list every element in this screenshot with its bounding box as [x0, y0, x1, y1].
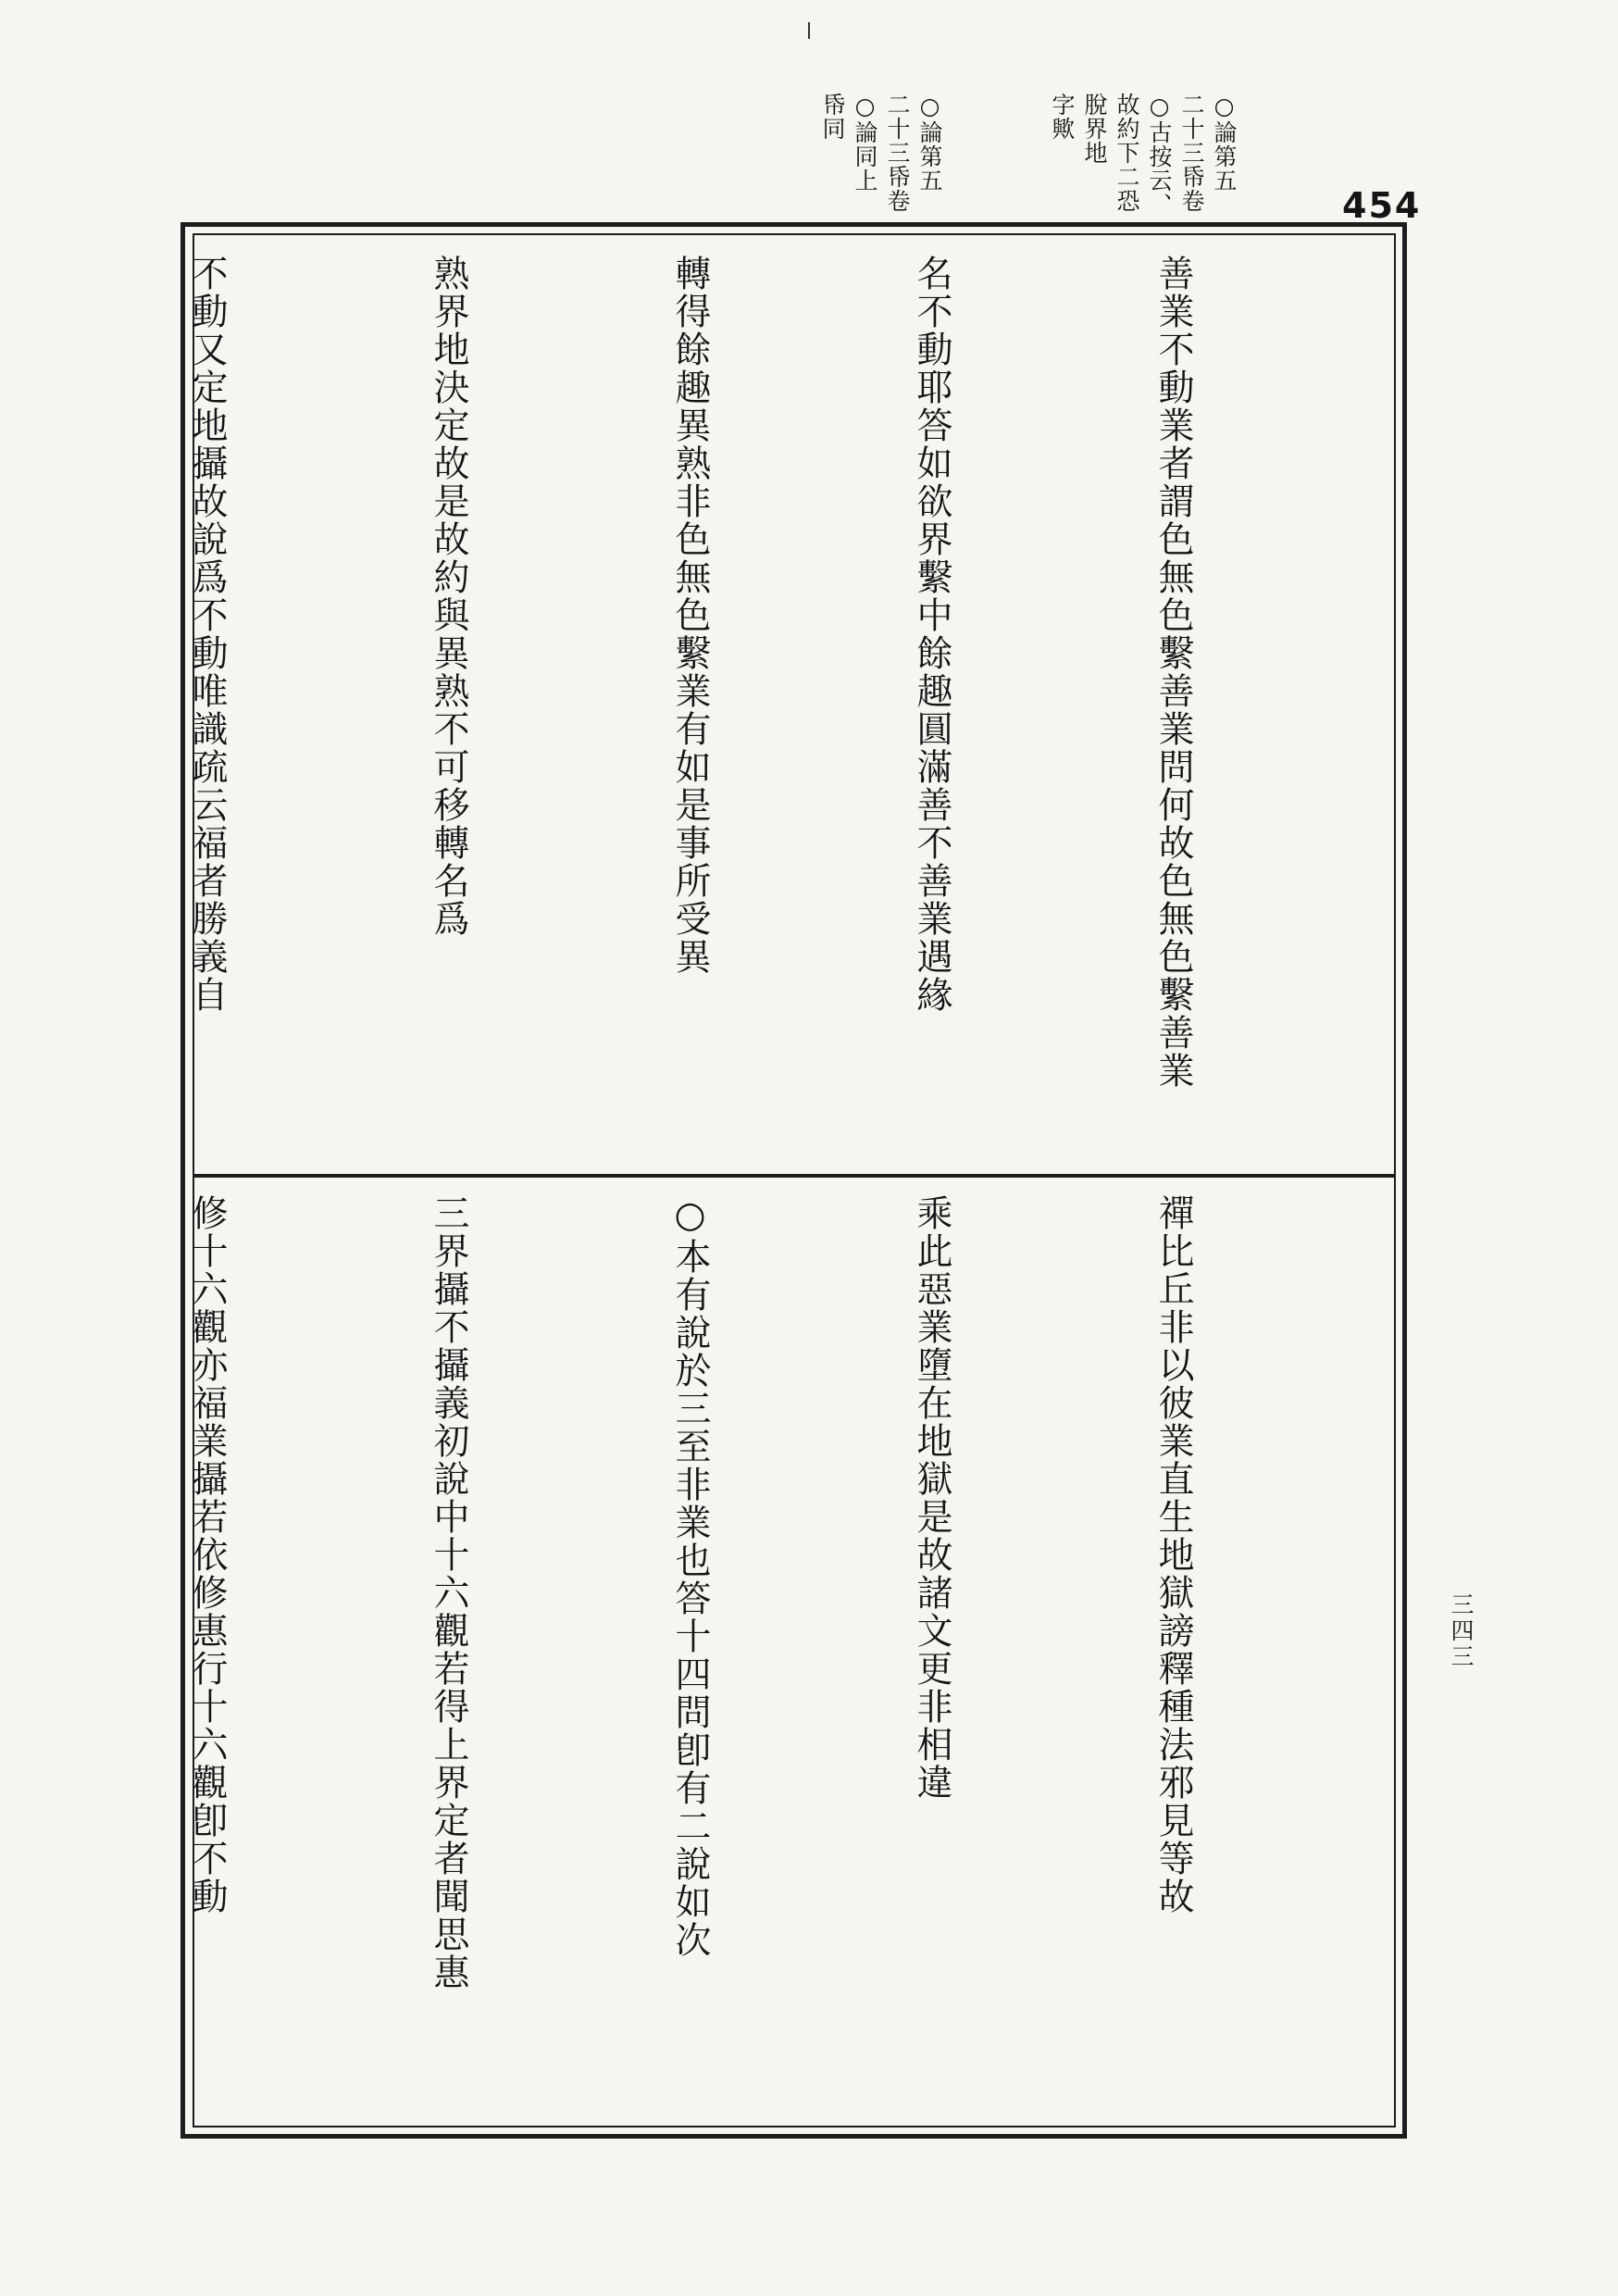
header-note: 帋同: [819, 93, 846, 141]
text-line: 善業不動業者謂色無色繫善業問何故色無色繫善業: [1152, 255, 1194, 1090]
text-line: [0, 255, 6, 1157]
header-notes-right: [1046, 93, 1240, 222]
section-divider: [193, 1174, 1396, 1178]
header-note: ○論同上: [852, 93, 878, 193]
text-line: 名不動耶答如欲界繫中餘趣圓滿善不善業遇緣: [911, 255, 952, 1014]
text-line: ○本有說於三至非業也答十四問卽有二說如次: [669, 1194, 711, 1959]
text-line: 修十六觀亦福業攝若依修惠行十六觀卽不動: [186, 1194, 228, 1915]
top-text-column: [186, 255, 1375, 1157]
header-note: 脫界地: [1081, 93, 1108, 165]
text-line: [0, 1194, 6, 2111]
text-line: 三界攝不攝義初說中十六觀若得上界定者聞思惠: [428, 1194, 469, 1991]
text-line: 熟界地決定故是故約與異熟不可移轉名爲: [428, 255, 469, 938]
header-note: ○古按云、: [1146, 93, 1173, 217]
header-note: ○論第五: [916, 93, 943, 193]
header-note: 二十三帋卷: [884, 93, 911, 213]
header-note: ○論第五: [1211, 93, 1238, 193]
top-text-block: [186, 255, 1375, 1157]
text-line: 乘此惡業墮在地獄是故諸文更非相違: [911, 1194, 952, 1802]
side-page-number: 三四三: [1448, 1592, 1475, 1670]
bottom-text-block: [186, 1194, 1375, 2111]
text-line: 禪比丘非以彼業直生地獄謗釋種法邪見等故: [1152, 1194, 1194, 1915]
bottom-text-column: [186, 1194, 1375, 2111]
top-registration-mark: [808, 22, 810, 39]
header-notes-left: [816, 93, 946, 222]
header-note: 字歟: [1049, 93, 1076, 141]
header-note: 二十三帋卷: [1178, 93, 1205, 213]
page-number: 454: [1342, 185, 1422, 226]
header-note: 故約下二恐: [1114, 93, 1140, 213]
text-line: 轉得餘趣異熟非色無色繫業有如是事所受異: [669, 255, 711, 976]
text-line: 不動又定地攝故說爲不動唯識疏云福者勝義自: [186, 255, 228, 1014]
